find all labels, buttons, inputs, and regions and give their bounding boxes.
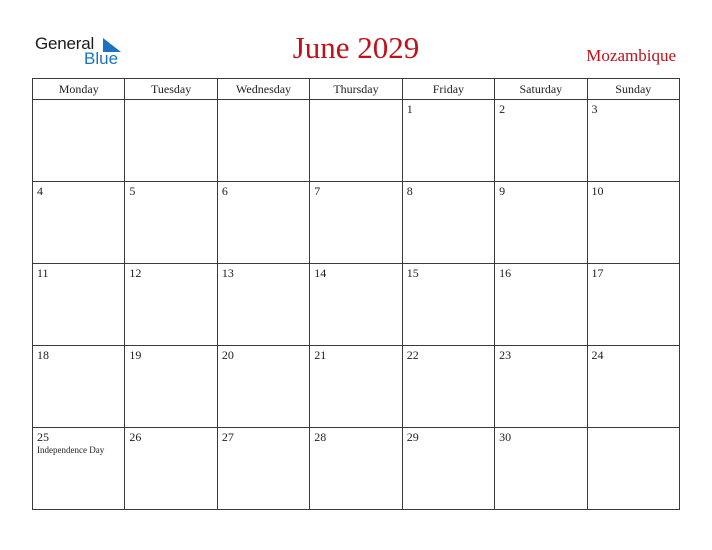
- day-number: 12: [129, 266, 142, 280]
- day-number: 4: [37, 184, 43, 198]
- day-cell: [217, 346, 309, 428]
- week-row: [33, 100, 680, 182]
- day-cell: [402, 264, 494, 346]
- day-cell: [587, 182, 679, 264]
- day-number: 9: [499, 184, 506, 198]
- day-cell: [402, 182, 494, 264]
- day-number: 29: [406, 430, 419, 444]
- day-number: 8: [406, 184, 413, 198]
- weekday-header: Wednesday: [217, 79, 309, 100]
- weekday-header: Thursday: [310, 79, 402, 100]
- day-number: 16: [499, 266, 512, 280]
- day-cell: [587, 100, 679, 182]
- day-number: 13: [221, 266, 234, 280]
- day-cell: [495, 346, 587, 428]
- day-number: 19: [129, 348, 142, 362]
- day-number: 18: [37, 348, 49, 362]
- day-cell: [310, 182, 402, 264]
- day-number: 14: [314, 266, 327, 280]
- weekday-header: Monday: [33, 79, 125, 100]
- day-number: 15: [406, 266, 419, 280]
- day-cell: [495, 182, 587, 264]
- logo-text-blue: Blue: [84, 49, 119, 68]
- day-cell: [217, 428, 309, 510]
- day-cell: [402, 346, 494, 428]
- day-number: 5: [129, 184, 136, 198]
- weekday-header: Friday: [402, 79, 494, 100]
- weekday-header-row: [33, 79, 680, 100]
- day-cell: [587, 264, 679, 346]
- day-cell: [587, 346, 679, 428]
- holiday-label: Independence Day: [37, 445, 105, 455]
- day-number: 24: [591, 348, 604, 362]
- day-number: 20: [221, 348, 234, 362]
- day-cell: [402, 100, 494, 182]
- day-cell: [495, 264, 587, 346]
- weekday-header: Sunday: [587, 79, 679, 100]
- day-cell: [310, 346, 402, 428]
- calendar-title: June 2029: [292, 30, 420, 65]
- day-cell: [33, 182, 125, 264]
- day-cell: [125, 346, 217, 428]
- day-cell: [217, 182, 309, 264]
- day-cell: [33, 264, 125, 346]
- day-cell: [495, 428, 587, 510]
- day-cell: [310, 264, 402, 346]
- calendar-grid: [32, 78, 680, 510]
- day-cell: [310, 428, 402, 510]
- day-cell: [310, 100, 402, 182]
- day-cell: [217, 264, 309, 346]
- weekday-header: Tuesday: [125, 79, 217, 100]
- day-cell: [125, 182, 217, 264]
- day-cell: [587, 428, 679, 510]
- day-number: 27: [221, 430, 234, 444]
- day-cell: [125, 100, 217, 182]
- day-number: 25: [37, 430, 49, 444]
- week-row: [33, 182, 680, 264]
- day-number: 2: [499, 102, 506, 116]
- week-row: [33, 346, 680, 428]
- day-cell: [125, 428, 217, 510]
- country-label: Mozambique: [586, 46, 676, 65]
- day-number: 23: [499, 348, 512, 362]
- day-cell: [402, 428, 494, 510]
- day-cell: [125, 264, 217, 346]
- day-number: 7: [314, 184, 321, 198]
- day-cell: [33, 428, 125, 510]
- day-number: 1: [406, 102, 413, 116]
- day-number: 21: [314, 348, 327, 362]
- day-number: 10: [591, 184, 604, 198]
- day-cell: [495, 100, 587, 182]
- day-number: 26: [129, 430, 142, 444]
- week-row: [33, 264, 680, 346]
- day-number: 6: [221, 184, 228, 198]
- logo-text-general: General: [35, 34, 95, 53]
- day-cell: [217, 100, 309, 182]
- day-cell: [33, 346, 125, 428]
- day-number: 3: [591, 102, 598, 116]
- day-cell: [33, 100, 125, 182]
- weekday-header: Saturday: [495, 79, 587, 100]
- week-row: [33, 428, 680, 510]
- day-number: 22: [406, 348, 419, 362]
- day-number: 28: [314, 430, 327, 444]
- day-number: 11: [37, 266, 49, 280]
- day-number: 17: [591, 266, 604, 280]
- day-number: 30: [499, 430, 512, 444]
